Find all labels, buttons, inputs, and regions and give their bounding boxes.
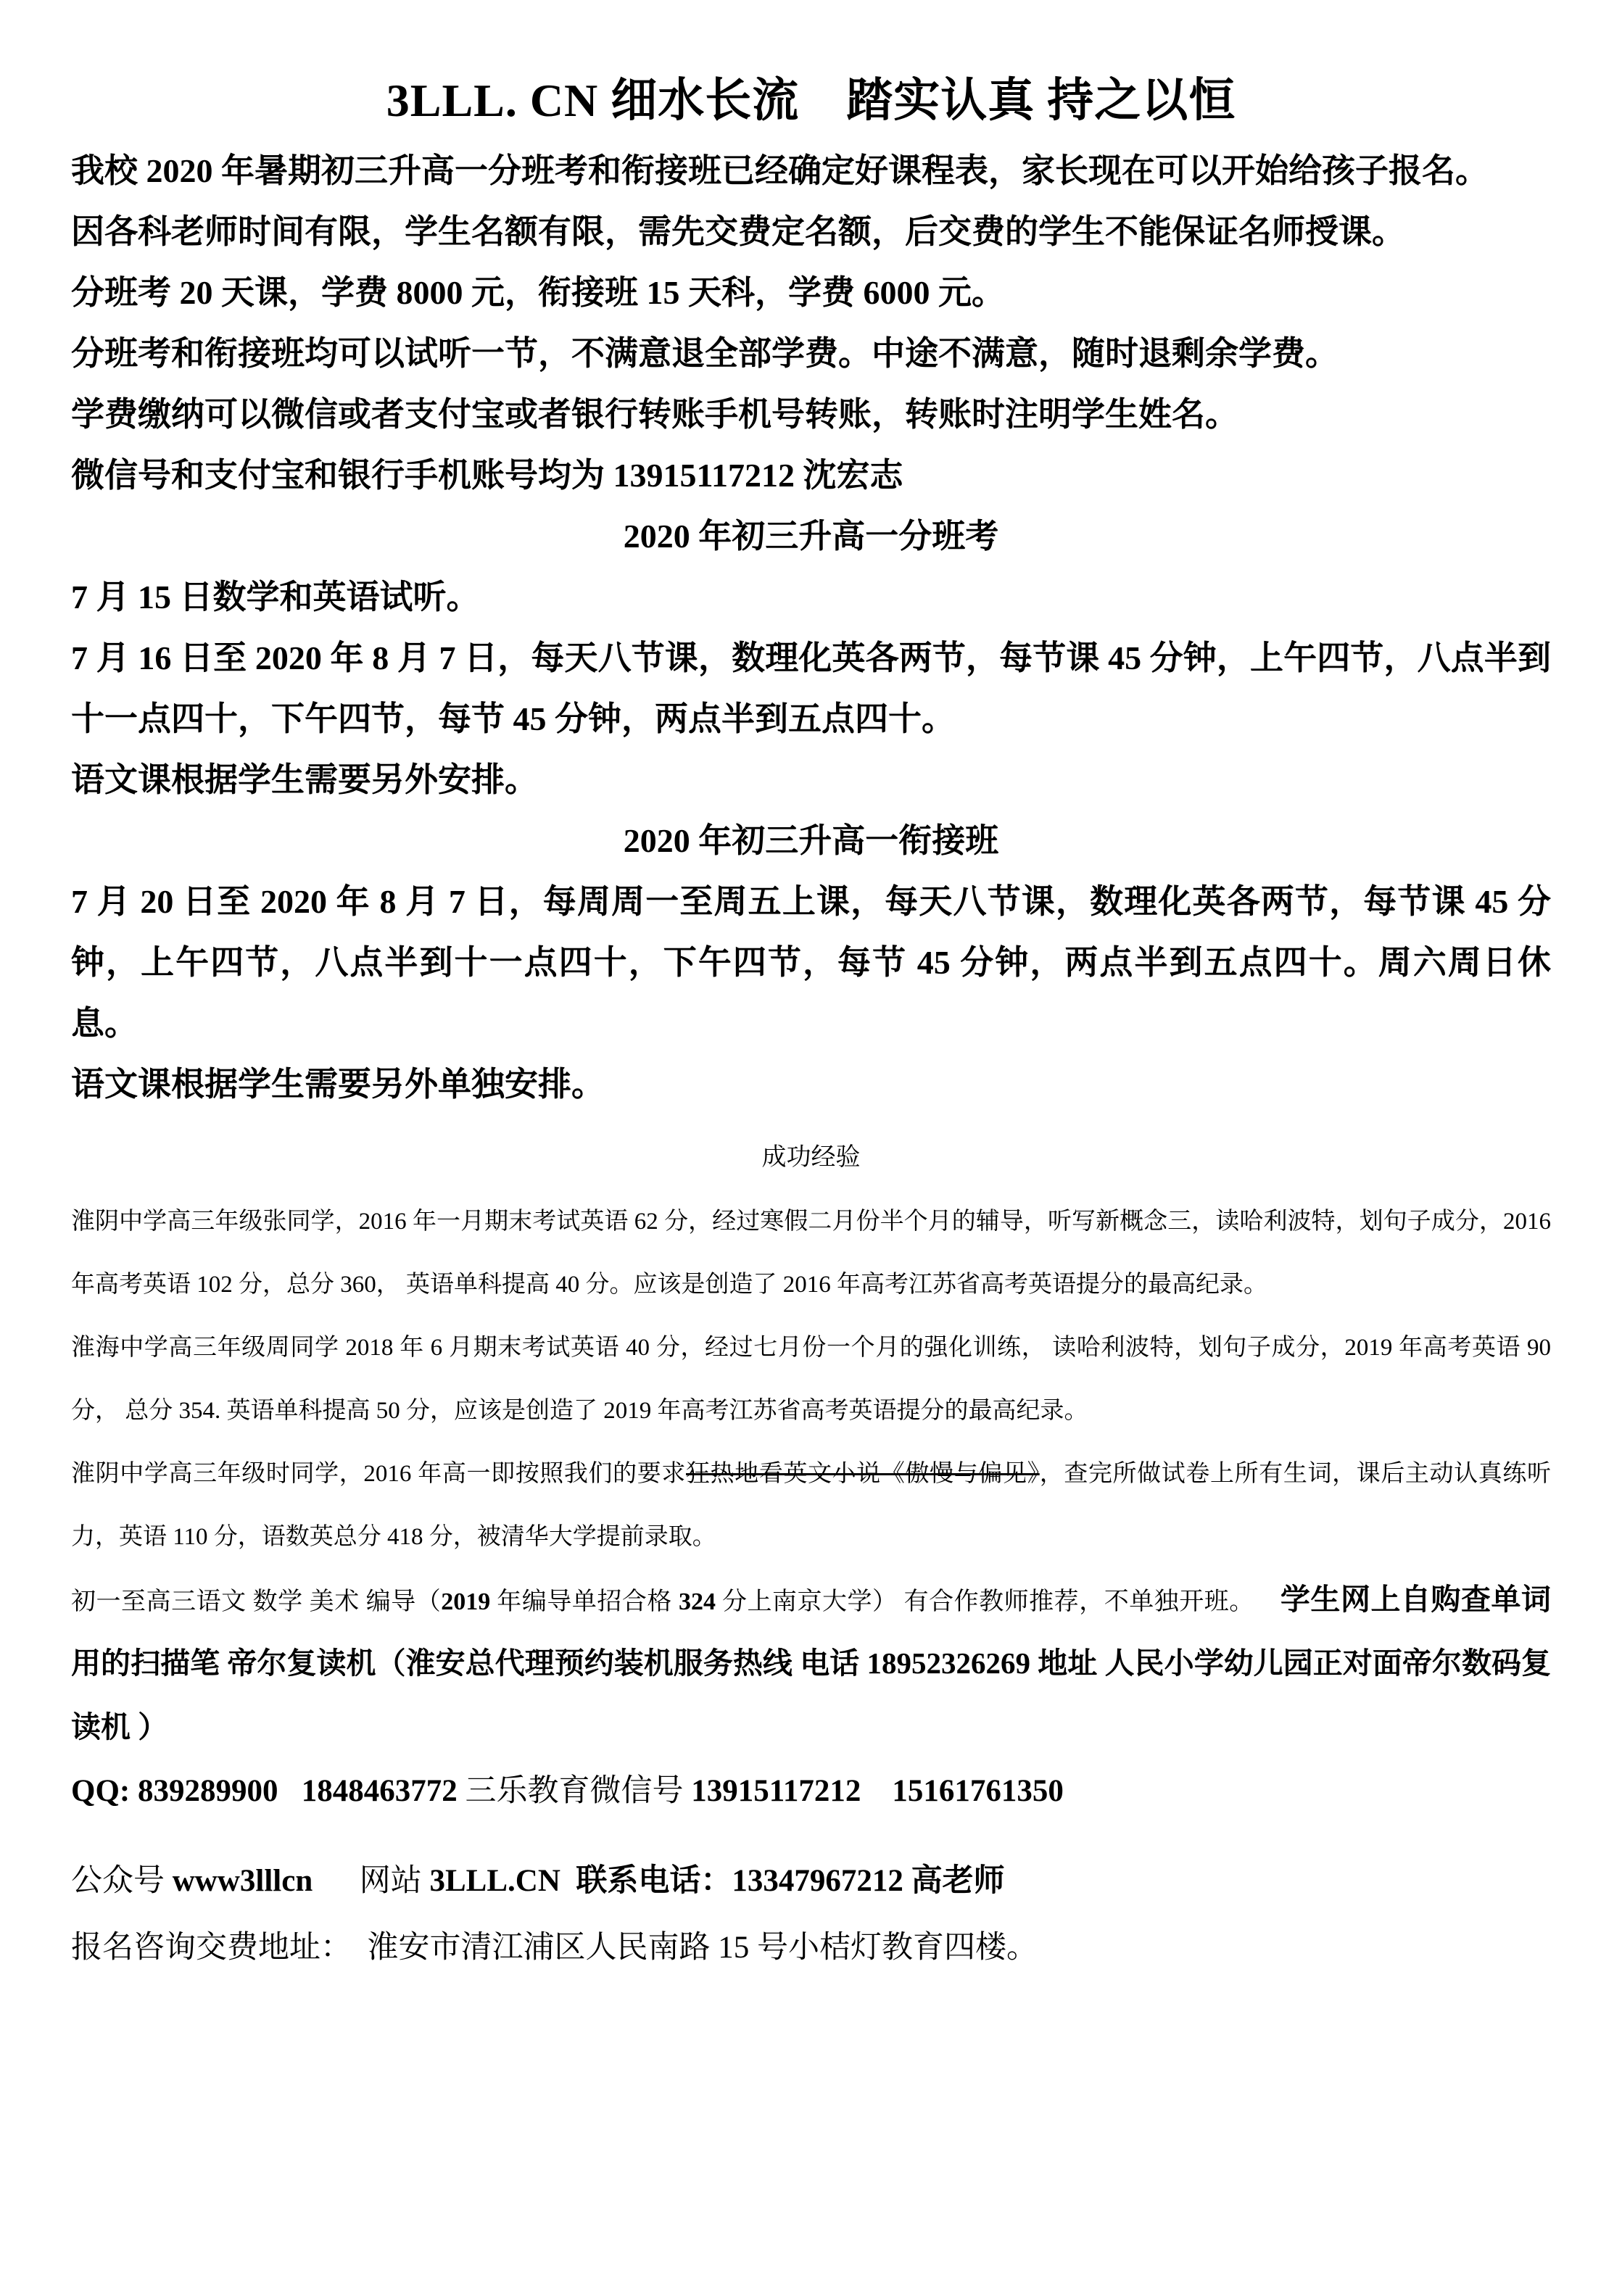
contact-site-phone-row — [71, 1850, 1551, 1912]
para-fenban-schedule: 7 月 16 日至 2020 年 8 月 7 日，每天八节课，数理化英各两节，每节课 45 分钟，上午四节，八点半到十一点四十，下午四节，每节 45 分钟，两点半到五点四十。 — [71, 639, 1551, 737]
success-case-zhou: 淮海中学高三年级周同学 2018 年 6 月期末考试英语 40 分，经过七月份一个月的强化训练， 读哈利波特，划句子成分，2019 年高考英语 90 分， 总分 354. 英语单科提高 50 分，应该是创造了 2019 年高考江苏省高考英语提分的最高纪录。 — [71, 1335, 1551, 1424]
courses-text-prefix: 初一至高三语文 数学 美术 编导（ — [71, 1588, 442, 1615]
courses-text-suffix: 分上南京大学） 有合作教师推荐，不单独开班。 — [715, 1588, 1254, 1615]
address-value: 淮安市清江浦区人民南路 15 号小桔灯教育四楼。 — [367, 1931, 1038, 1965]
courses-year: 2019 — [441, 1588, 491, 1615]
website-label: 网站 — [359, 1864, 430, 1898]
success-stories-section — [71, 1190, 1551, 1569]
para-xianjie-schedule: 7 月 20 日至 2020 年 8 月 7 日，每周周一至周五上课，每天八节课，数理化英各两节，每节课 45 分钟，上午四节，八点半到十一点四十，下午四节，每节 45 分钟，两点半到五点四十。周六周日休息。 — [71, 883, 1551, 1042]
contact-address-row — [71, 1917, 1551, 1979]
website-url: 3LLL.CN — [429, 1864, 560, 1898]
heading-success-stories: 成功经验 — [761, 1144, 861, 1171]
contact-qq-wechat-row — [71, 1760, 1551, 1823]
case-shi-text-after: ，查完所做试卷上所有生词，课后主动认真练听力，英语 110 分，语数英总分 418 分，被清华大学提前录取。 — [71, 1461, 1552, 1550]
para-enrollment-notice: 我校 2020 年暑期初三升高一分班考和衔接班已经确定好课程表，家长现在可以开始给孩子报名。 — [71, 152, 1489, 189]
para-fenban-trial-date: 7 月 15 日数学和英语试听。 — [71, 579, 480, 616]
para-payment-account: 微信号和支付宝和银行手机账号均为 13915117212 沈宏志 — [71, 457, 903, 494]
official-account-label: 公众号 — [71, 1864, 173, 1898]
qq-numbers: QQ: 839289900 1848463772 — [71, 1774, 466, 1808]
para-quota-notice: 因各科老师时间有限，学生名额有限，需先交费定名额，后交费的学生不能保证名师授课。 — [71, 213, 1405, 250]
courses-text-mid: 年编导单招合格 — [490, 1588, 679, 1615]
para-fenban-chinese-note: 语文课根据学生需要另外安排。 — [71, 761, 538, 798]
document-title: 3LLL. CN 细水长流 踏实认真 持之以恒 — [386, 75, 1236, 126]
main-body — [71, 141, 1551, 1115]
spacer — [560, 1864, 576, 1898]
spacer — [313, 1864, 360, 1898]
para-courses-devices — [71, 1569, 1551, 1760]
official-account-id: www3lllcn — [172, 1864, 313, 1898]
success-case-zhang: 淮阴中学高三年级张同学，2016 年一月期末考试英语 62 分，经过寒假二月份半个月的辅导，听写新概念三，读哈利波特，划句子成分，2016 年高考英语 102 分，总分 360， 英语单科提高 40 分。应该是创造了 2016 年高考江苏省高考英语提分的最高纪录。 — [71, 1209, 1551, 1298]
case-shi-text-before: 淮阴中学高三年级时同学，2016 年高一即按照我们的要求 — [71, 1461, 686, 1487]
contact-section — [71, 1760, 1551, 1979]
heading-placement-exam-class: 2020 年初三升高一分班考 — [623, 518, 999, 555]
heading-bridging-class: 2020 年初三升高一衔接班 — [623, 822, 999, 859]
success-case-shi — [71, 1443, 1551, 1569]
courses-score: 324 — [678, 1588, 716, 1615]
contact-phone-teacher: 联系电话：13347967212 高老师 — [576, 1864, 1005, 1898]
para-xianjie-chinese-note: 语文课根据学生需要另外单独安排。 — [71, 1066, 605, 1103]
case-shi-strikethrough-phrase: 狂热地看英文小说《傲慢与偏见》 — [686, 1461, 1040, 1487]
scanner-repeater-info: 学生网上自购查单词用的扫描笔 帝尔复读机（淮安总代理预约装机服务热线 电话 18952326269 地址 人民小学幼儿园正对面帝尔数码复读机 ） — [71, 1583, 1552, 1744]
wechat-numbers: 13915117212 15161761350 — [691, 1774, 1064, 1808]
courses-and-devices-section — [71, 1569, 1551, 1760]
para-refund-policy: 分班考和衔接班均可以试听一节，不满意退全部学费。中途不满意，随时退剩余学费。 — [71, 335, 1338, 372]
para-payment-method: 学费缴纳可以微信或者支付宝或者银行转账手机号转账，转账时注明学生姓名。 — [71, 396, 1238, 433]
wechat-label: 三乐教育微信号 — [465, 1774, 692, 1808]
courses-gap — [1254, 1588, 1280, 1615]
address-label: 报名咨询交费地址： — [71, 1931, 368, 1965]
para-tuition-price: 分班考 20 天课，学费 8000 元，衔接班 15 天科，学费 6000 元。 — [71, 274, 1005, 311]
